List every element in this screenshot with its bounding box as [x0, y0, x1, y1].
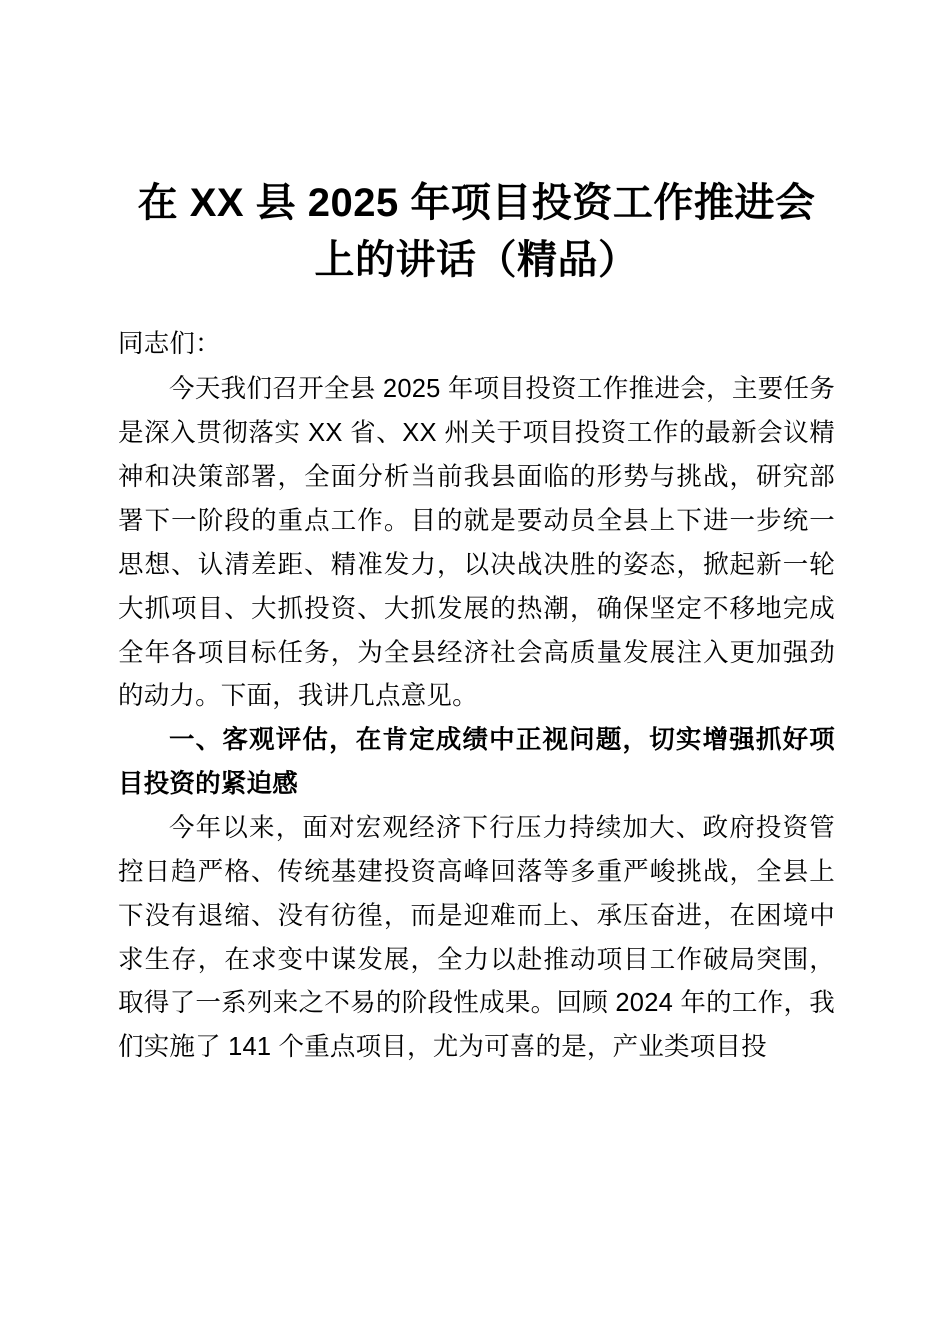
paragraph-opening: 今天我们召开全县 2025 年项目投资工作推进会，主要任务是深入贯彻落实 XX 省、XX 州关于项目投资工作的最新会议精神和决策部署，全面分析当前我县面临的形势与挑战，研究部署下一阶段的重点工作。目的就是要动员全县上下进一步统一思想、认清差距、精准发力，以决战决胜的姿态，掀起新一轮大抓项目、大抓投资、大抓发展的热潮，确保坚定不移地完成全年各项目标任务，为全县经济社会高质量发展注入更加强劲的动力。下面，我讲几点意见。 — [118, 375, 835, 711]
page-title: 在 XX 县 2025 年项目投资工作推进会上的讲话（精品） — [137, 181, 816, 282]
paragraph-section-one-body: 今年以来，面对宏观经济下行压力持续加大、政府投资管控日趋严格、传统基建投资高峰回落等多重严峻挑战，全县上下没有退缩、没有彷徨，而是迎难而上、承压奋进，在困境中求生存，在求变中谋发展，全力以赴推动项目工作破局突围，取得了一系列来之不易的阶段性成果。回顾 2024 年的工作，我们实施了 141 个重点项目，尤为可喜的是，产业类项目投 — [118, 814, 835, 1062]
section-heading-one: 一、客观评估，在肯定成绩中正视问题，切实增强抓好项目投资的紧迫感 — [118, 726, 835, 799]
salutation: 同志们： — [118, 329, 221, 358]
